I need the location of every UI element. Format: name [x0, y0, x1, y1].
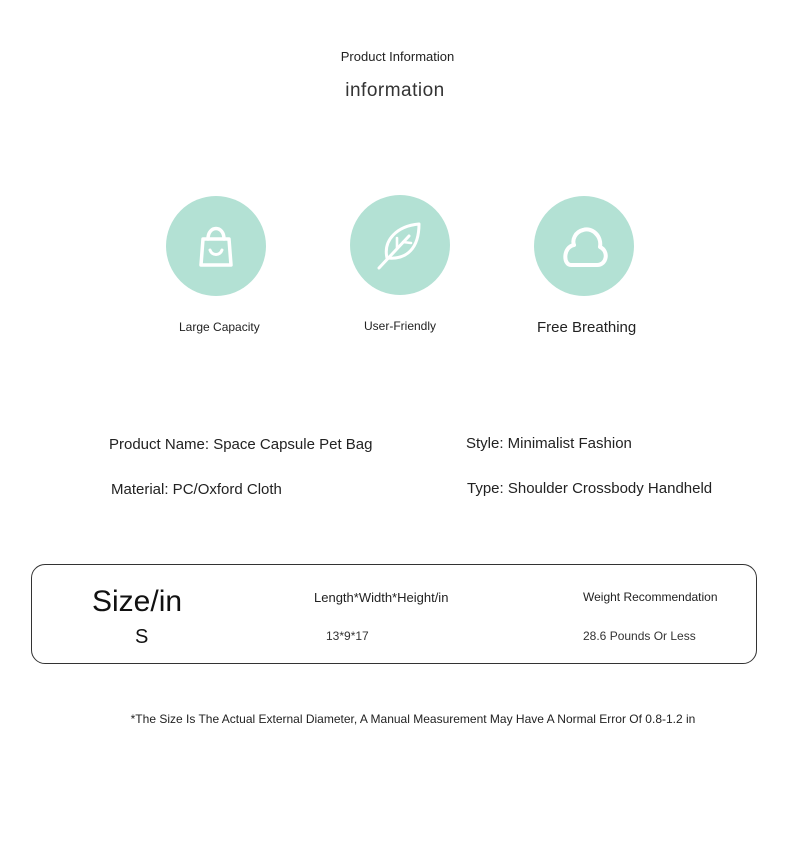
dimensions-value: 13*9*17: [326, 629, 369, 643]
product-material: Material: PC/Oxford Cloth: [111, 481, 282, 498]
weight-header: Weight Recommendation: [583, 590, 718, 604]
section-title: Product Information: [340, 49, 455, 64]
weight-value: 28.6 Pounds Or Less: [583, 629, 696, 643]
feature-user-friendly: [350, 195, 450, 295]
product-type: Type: Shoulder Crossbody Handheld: [467, 480, 713, 497]
section-subtitle: information: [345, 80, 445, 101]
product-style: Style: Minimalist Fashion: [466, 435, 632, 452]
feature-large-capacity: [166, 196, 266, 296]
feature-label: User-Friendly: [364, 319, 437, 333]
size-value: S: [135, 626, 149, 648]
size-note: *The Size Is The Actual External Diameter, A Manual Measurement May Have A Normal Error Of 0.8-1.2 in: [130, 712, 696, 726]
cloud-icon: [557, 219, 611, 273]
feature-label: Large Capacity: [179, 320, 260, 334]
leaf-icon: [373, 218, 427, 272]
product-name: Product Name: Space Capsule Pet Bag: [109, 436, 373, 453]
shopping-bag-icon: [189, 219, 243, 273]
size-title: Size/in: [92, 585, 183, 618]
feature-label: Free Breathing: [537, 319, 637, 336]
feature-free-breathing: [534, 196, 634, 296]
dimensions-header: Length*Width*Height/in: [314, 590, 449, 605]
